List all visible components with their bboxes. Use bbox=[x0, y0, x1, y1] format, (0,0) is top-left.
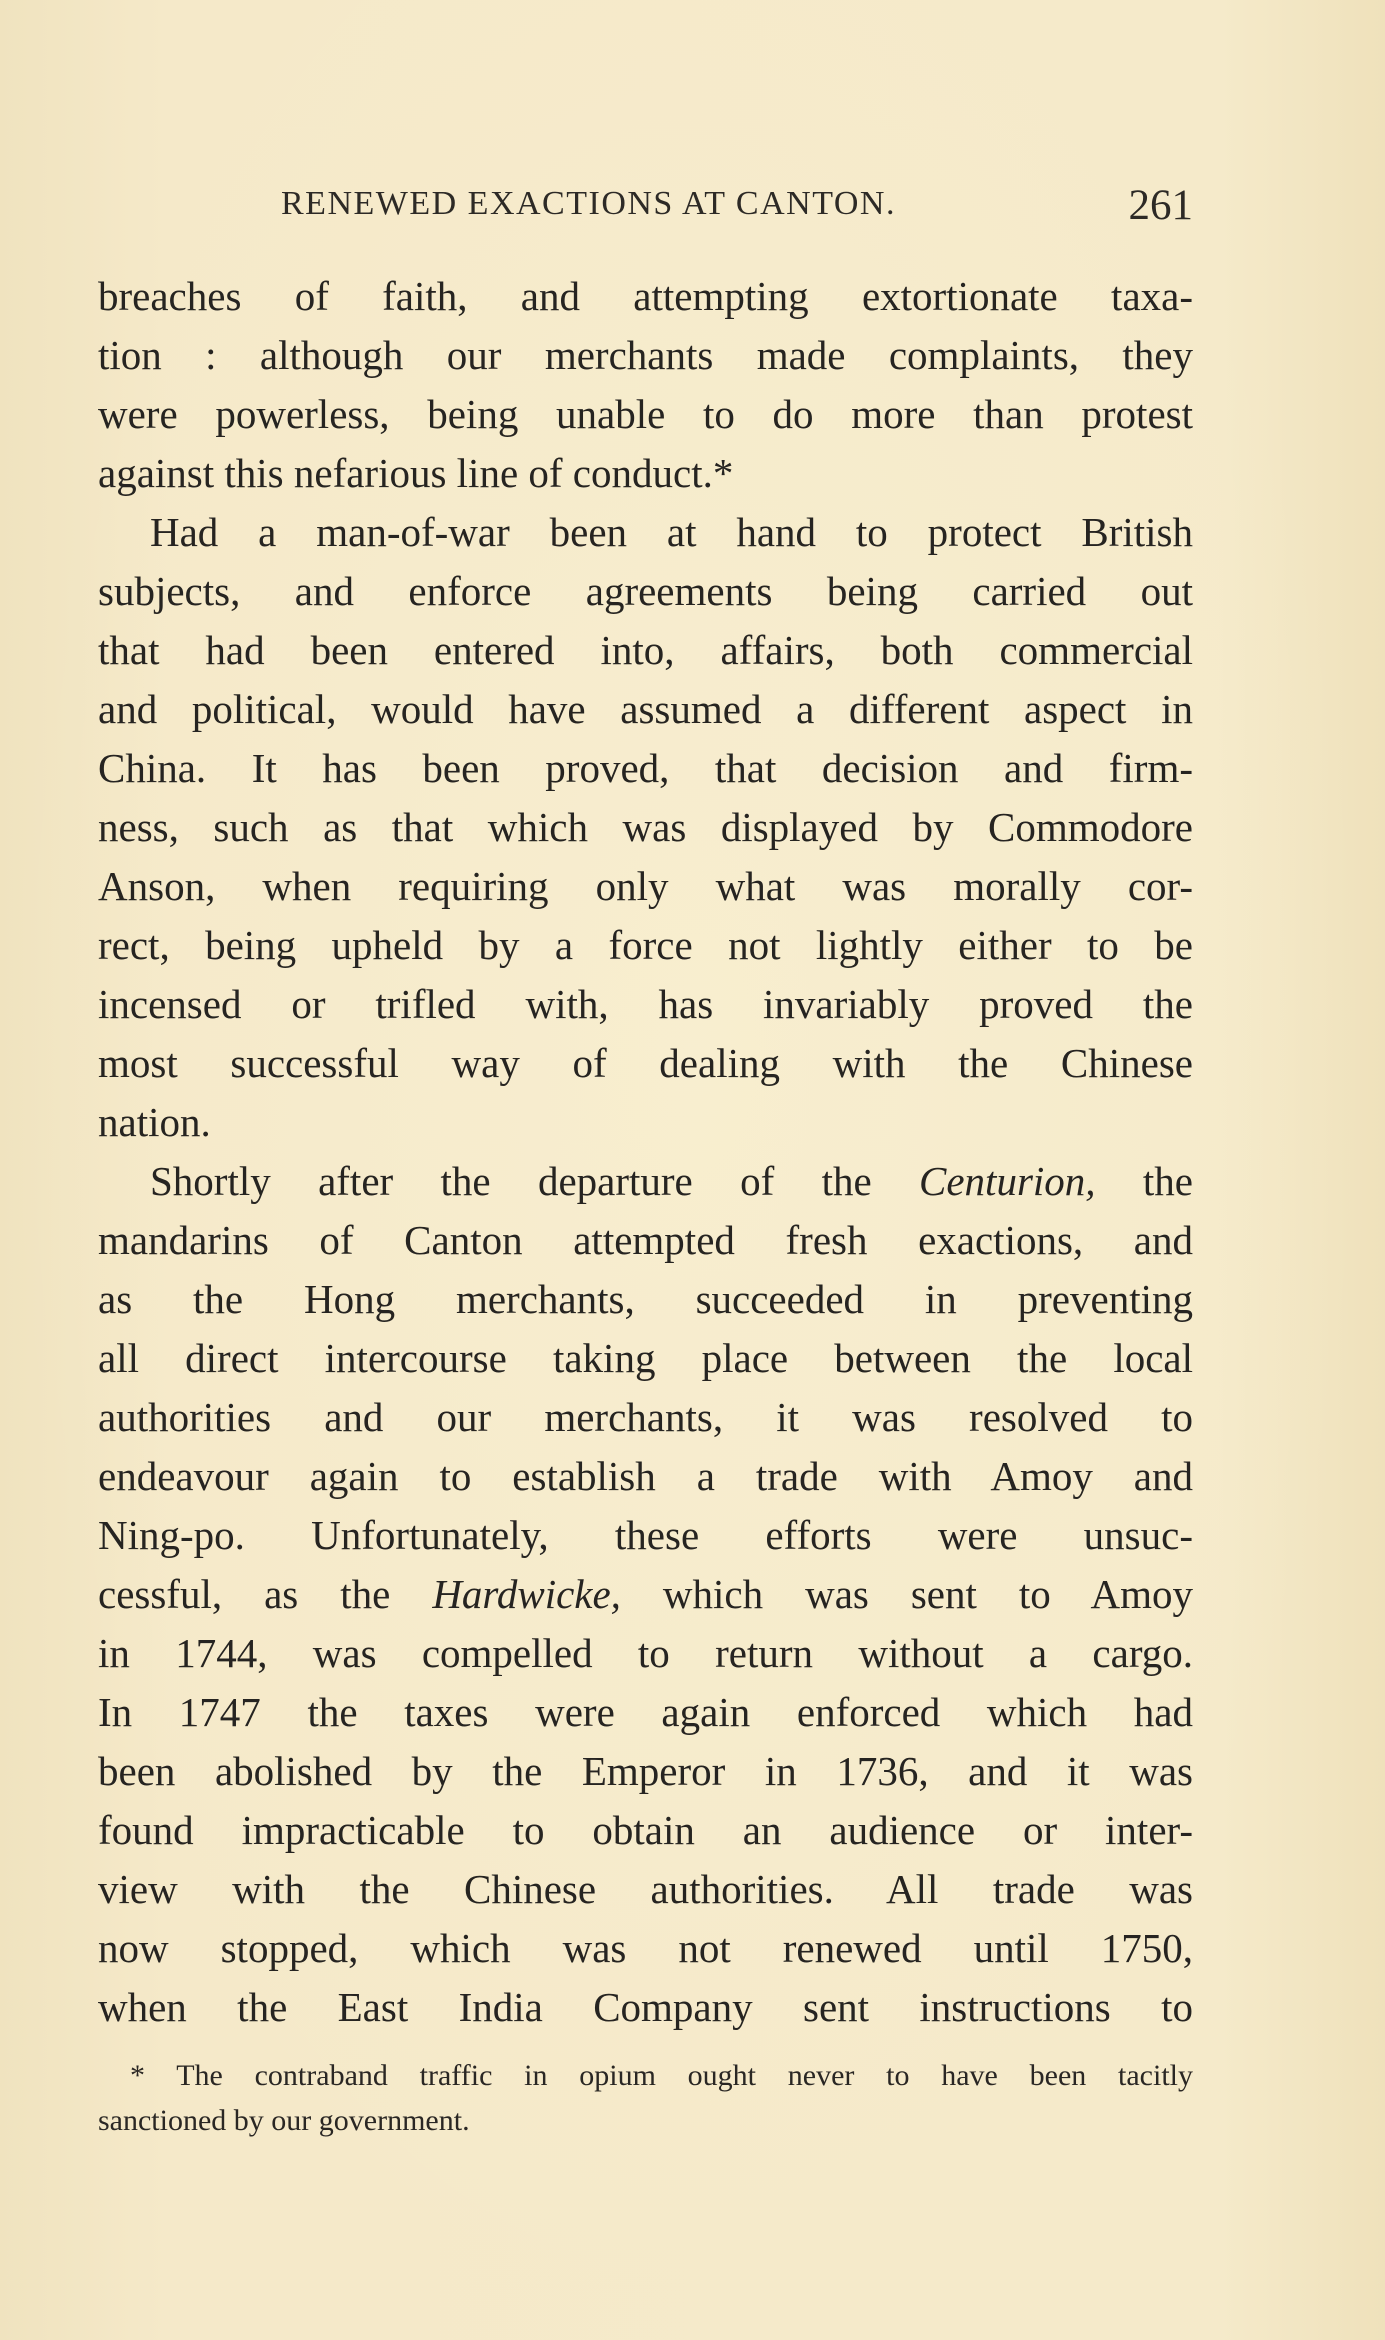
text-line: authorities and our merchants, it was resolved to bbox=[98, 1394, 1193, 1440]
text-line bbox=[98, 1565, 1193, 1624]
text-line: breaches of faith, and attempting extortionate taxa- bbox=[98, 273, 1193, 319]
running-title: RENEWED EXACTIONS AT CANTON. bbox=[281, 185, 896, 222]
text-line: when the East India Company sent instructions to bbox=[98, 1984, 1193, 2030]
text-line: found impracticable to obtain an audience or inter- bbox=[98, 1807, 1193, 1853]
text-line: against this nefarious line of conduct.* bbox=[98, 450, 734, 496]
text-segment: Shortly after the departure of the bbox=[150, 1158, 920, 1204]
text-line: all direct intercourse taking place between the local bbox=[98, 1335, 1193, 1381]
footnote-line: sanctioned by our government. bbox=[98, 2104, 470, 2137]
text-line: tion : although our merchants made complaints, they bbox=[98, 332, 1193, 378]
footnote bbox=[98, 2053, 1193, 2143]
text-line: now stopped, which was not renewed until 1750, bbox=[98, 1925, 1193, 1971]
text-line: ness, such as that which was displayed by Commodore bbox=[98, 804, 1193, 850]
text-segment: the bbox=[1095, 1158, 1193, 1204]
text-line: mandarins of Canton attempted fresh exactions, and bbox=[98, 1217, 1193, 1263]
text-line: and political, would have assumed a different aspect in bbox=[98, 686, 1193, 732]
text-line bbox=[98, 1152, 1193, 1211]
text-line: as the Hong merchants, succeeded in preventing bbox=[98, 1276, 1193, 1322]
text-line: were powerless, being unable to do more than protest bbox=[98, 391, 1193, 437]
text-line: endeavour again to establish a trade with Amoy and bbox=[98, 1453, 1193, 1499]
body-text bbox=[98, 267, 1193, 2037]
ship-name-hardwicke: Hardwicke, bbox=[432, 1571, 621, 1617]
text-line: most successful way of dealing with the Chinese bbox=[98, 1040, 1193, 1086]
text-line: In 1747 the taxes were again enforced which had bbox=[98, 1689, 1193, 1735]
text-segment: which was sent to Amoy bbox=[620, 1571, 1194, 1617]
text-line: incensed or trifled with, has invariably proved the bbox=[98, 981, 1193, 1027]
text-line: rect, being upheld by a force not lightly either to be bbox=[98, 922, 1193, 968]
text-line: Anson, when requiring only what was morally cor- bbox=[98, 863, 1193, 909]
text-line: China. It has been proved, that decision and firm- bbox=[98, 745, 1193, 791]
text-line: Ning-po. Unfortunately, these efforts were unsuc- bbox=[98, 1512, 1193, 1558]
text-line: nation. bbox=[98, 1099, 211, 1145]
running-head bbox=[98, 181, 1193, 231]
text-line: Had a man-of-war been at hand to protect British bbox=[150, 509, 1193, 555]
text-line: in 1744, was compelled to return without a cargo. bbox=[98, 1630, 1193, 1676]
text-line: been abolished by the Emperor in 1736, and it was bbox=[98, 1748, 1193, 1794]
text-line: that had been entered into, affairs, both commercial bbox=[98, 627, 1193, 673]
text-line: subjects, and enforce agreements being carried out bbox=[98, 568, 1193, 614]
page-number: 261 bbox=[1128, 182, 1193, 229]
ship-name-centurion: Centurion, bbox=[919, 1158, 1096, 1204]
text-line: view with the Chinese authorities. All trade was bbox=[98, 1866, 1193, 1912]
footnote-line: * The contraband traffic in opium ought never to have been tacitly bbox=[130, 2059, 1193, 2092]
text-segment: cessful, as the bbox=[98, 1571, 433, 1617]
